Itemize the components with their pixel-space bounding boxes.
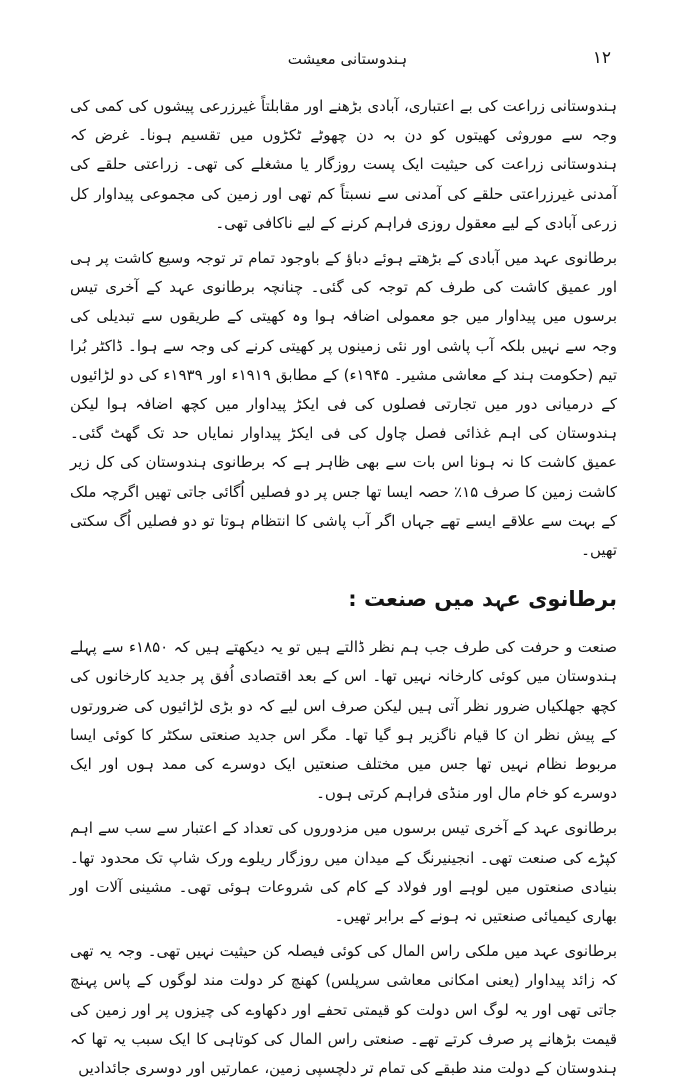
paragraph-industry-history: صنعت و حرفت کی طرف جب ہم نظر ڈالتے ہیں تو یہ دیکھتے ہیں کہ ۱۸۵۰ء سے پہلے ہندوستان میں کوئی کارخانہ نہیں تھا۔ اس کے بعد اقتصادی اُفق پر جدید کارخانوں کی کچھ جھلکیاں ضرور نظر آتی ہیں لیکن صرف اس لیے کہ دو بڑی لڑائیوں کی ضرورتوں کے پیش نظر ان کا قیام ناگزیر ہو گیا تھا۔ مگر اس جدید صنعتی سکٹر کا کوئی ایسا مربوط نظام نہیں تھا جس میں مختلف صنعتیں ایک دوسرے کی ممد ہوں اور ایک دوسرے کو خام مال اور منڈی فراہم کرتی ہوں۔: [70, 638, 617, 803]
section-heading-industry: برطانوی عہد میں صنعت :: [348, 587, 617, 612]
page-body: [70, 92, 617, 1089]
page-header: [0, 48, 695, 78]
paragraph-cultivation: برطانوی عہد میں آبادی کے بڑھتے ہوئے دباؤ کے باوجود تمام تر توجہ وسیع کاشت پر ہی اور عمیق کاشت کی طرف کم توجہ کی گئی۔ چنانچہ برطانوی عہد کے آخری تیس برسوں میں پیداوار میں جو معمولی اضافہ ہوا وہ کھیتی کے طریقوں سے تبدیلی کی وجہ سے نہیں بلکہ آب پاشی اور نئی زمینوں پر کھیتی کرنے کی وجہ سے ہوا۔ ڈاکٹر بُرا تیم (حکومت ہند کے معاشی مشیر۔ ۱۹۴۵ء) کے مطابق ۱۹۱۹ء اور ۱۹۳۹ء کی دو لڑائیوں کے درمیانی دور میں تجارتی فصلوں کی فی ایکڑ پیداوار میں کچھ اضافہ ہوا لیکن ہندوستان کی اہم غذائی فصل چاول کی فی ایکڑ پیداوار نمایاں حد تک گھٹ گئی۔ عمیق کاشت کا نہ ہونا اس بات سے بھی ظاہر ہے کہ برطانوی ہندوستان کی کل زیر کاشت زمین کا صرف ۱۵٪ حصہ ایسا تھا جس پر دو فصلیں اُگائی جاتی تھیں اگرچہ ملک کے بہت سے علاقے ایسے تھے جہاں اگر آب پاشی کا انتظام ہوتا تو دو فصلیں اُگ سکتی تھیں۔: [70, 249, 618, 560]
paragraph-agriculture-status: ہندوستانی زراعت کی بے اعتباری، آبادی بڑھنے اور مقابلتاً غیرزرعی پیشوں کی کمی کی وجہ سے موروثی کھیتوں کو دن بہ دن چھوٹے ٹکڑوں میں تقسیم ہونا۔ غرض کہ ہندوستانی زراعت کی حیثیت ایک پست روزگار یا مشغلے کی تھی۔ زراعتی حلقے کی آمدنی غیرزراعتی حلقے کی آمدنی سے نسبتاً کم تھی اور زمین کی مجموعی پیداوار کل زرعی آبادی کے لیے معقول روزی فراہم کرنے کے لیے ناکافی تھی۔: [70, 97, 617, 232]
paragraph-industry-employment: برطانوی عہد کے آخری تیس برسوں میں مزدوروں کی تعداد کے اعتبار سے سب سے اہم کپڑے کی صنعت تھی۔ انجینیرنگ کے میدان میں روزگار ریلوے ورک شاپ تک محدود تھا۔ بنیادی صنعتوں میں لوہے اور فولاد کے کام کی شروعات ہوئی تھی۔ مشینی آلات اور بھاری کیمیائی صنعتیں نہ ہونے کے برابر تھیں۔: [70, 819, 617, 926]
running-title: ہندوستانی معیشت: [287, 50, 408, 68]
paragraph-capital: برطانوی عہد میں ملکی راس المال کی کوئی فیصلہ کن حیثیت نہیں تھی۔ وجہ یہ تھی کہ زائد پیداوار (یعنی امکانی معاشی سرپلس) کھنچ کر دولت مند لوگوں کے پاس پہنچ جاتی تھی اور یہ لوگ اس دولت کو قیمتی تحفے اور دکھاوے کی چیزوں پر اور زمین کی قیمت بڑھانے پر صرف کرتے تھے۔ صنعتی راس المال کی کوتاہی کا ایک سبب یہ تھا کہ ہندوستان کے دولت مند طبقے کی تمام تر دلچسپی زمین، عمارتیں اور دوسری جائدادیں: [70, 942, 617, 1078]
page-number: ۱۲: [592, 48, 611, 68]
